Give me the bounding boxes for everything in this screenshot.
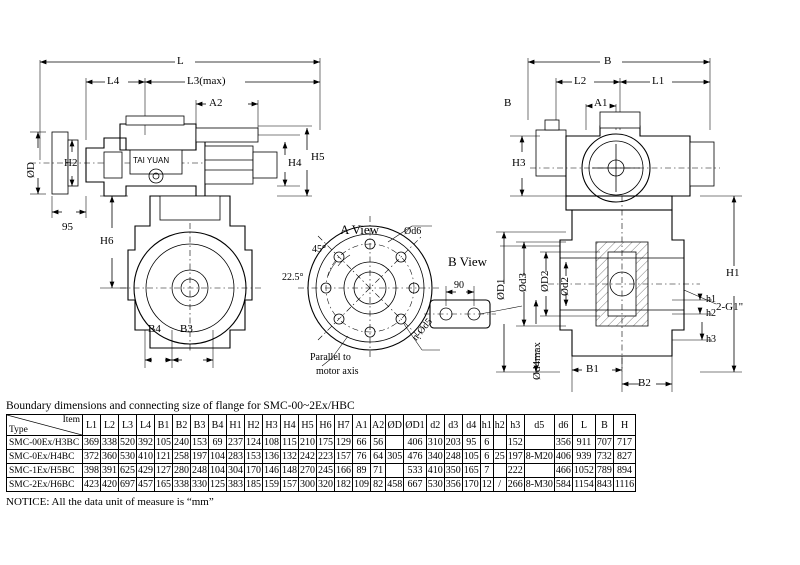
col-phiD1: ØD1 xyxy=(404,415,426,436)
dim-label-phid4max: Ød4max xyxy=(531,342,543,380)
table-row-type: SMC-00Ex/H3BC xyxy=(7,436,83,450)
table-cell: 242 xyxy=(300,451,315,462)
dim-label-H1: H1 xyxy=(726,267,740,279)
table-cell: 109 xyxy=(354,479,369,490)
table-cell: 248 xyxy=(192,465,207,476)
table-cell: 69 xyxy=(209,436,227,450)
table-title: Boundary dimensions and connecting size of flange for SMC-00~2Ex/HBC xyxy=(6,400,355,412)
col-L: L xyxy=(572,415,595,436)
table-cell: 223 xyxy=(318,451,333,462)
table-cell: 197 xyxy=(507,451,523,462)
a-view-bolt-note: n-Ød5 xyxy=(410,316,435,344)
table-corner-type: Type xyxy=(9,425,28,435)
dim-label-phiD: ØD xyxy=(25,162,37,178)
table-cell: 894 xyxy=(613,464,635,478)
table-cell: 584 xyxy=(555,479,571,490)
table-cell: 182 xyxy=(336,479,351,490)
table-cell: 56 xyxy=(371,436,386,450)
table-cell: 157 xyxy=(282,479,297,490)
table-cell xyxy=(493,436,506,450)
table-notice: NOTICE: All the data unit of measure is “mm” xyxy=(6,496,214,508)
table-cell: 625 xyxy=(120,465,135,476)
dim-label-h2: h2 xyxy=(706,308,716,319)
dim-label-L: L xyxy=(177,55,184,67)
table-cell: 392 xyxy=(138,437,153,448)
table-cell: 398 xyxy=(84,465,99,476)
table-cell: 159 xyxy=(264,479,279,490)
table-cell: 350 xyxy=(445,465,461,476)
table-cell: 185 xyxy=(246,479,261,490)
dim-label-h1: h1 xyxy=(706,294,716,305)
table-row xyxy=(7,464,636,478)
svg-text:TAI YUAN: TAI YUAN xyxy=(133,156,170,165)
dim-label-95: 95 xyxy=(62,221,73,233)
table-cell: 827 xyxy=(613,450,635,464)
dim-label-B-left: B xyxy=(504,97,512,109)
table-cell: 175 xyxy=(318,437,333,448)
table-cell: 667 xyxy=(404,478,426,492)
col-d2: d2 xyxy=(426,415,444,436)
table-cell: 369 xyxy=(84,437,99,448)
table-cell: 320 xyxy=(318,479,333,490)
col-A2: A2 xyxy=(371,415,386,436)
table-cell: 410 xyxy=(427,465,443,476)
table-cell: 237 xyxy=(228,437,243,448)
col-H6: H6 xyxy=(317,415,335,436)
table-cell: 466 xyxy=(555,465,571,476)
col-L4: L4 xyxy=(137,415,155,436)
dim-label-phid3: Ød3 xyxy=(517,273,529,292)
table-cell: 153 xyxy=(246,451,261,462)
table-cell: 125 xyxy=(210,479,225,490)
a-view-angle-22-5: 22.5° xyxy=(282,272,304,283)
table-cell: 136 xyxy=(264,451,279,462)
col-L2: L2 xyxy=(101,415,119,436)
table-cell: 304 xyxy=(228,465,243,476)
col-L1: L1 xyxy=(83,415,101,436)
dimension-table-section xyxy=(6,400,796,508)
table-row xyxy=(7,436,636,450)
table-cell xyxy=(524,436,554,450)
table-cell: 383 xyxy=(228,479,243,490)
table-cell: 108 xyxy=(264,437,279,448)
dim-label-L1: L1 xyxy=(652,75,665,87)
col-L3: L3 xyxy=(119,415,137,436)
table-cell: / xyxy=(493,478,506,492)
table-cell: 707 xyxy=(596,437,612,448)
table-cell: 152 xyxy=(507,437,523,448)
table-cell: 66 xyxy=(353,436,371,450)
table-cell: 356 xyxy=(555,437,571,448)
table-corner-item: Item xyxy=(62,415,80,425)
dim-label-L2: L2 xyxy=(574,75,587,87)
col-d6: d6 xyxy=(554,415,572,436)
table-cell: 300 xyxy=(300,479,315,490)
col-H2: H2 xyxy=(245,415,263,436)
table-cell: 410 xyxy=(138,451,153,462)
dim-label-2-G1: 2-G1" xyxy=(716,301,744,313)
table-cell: 104 xyxy=(210,465,225,476)
a-view-note-line1: Parallel to xyxy=(310,352,351,363)
dim-label-L4: L4 xyxy=(107,75,120,87)
table-cell: 372 xyxy=(84,451,99,462)
table-row-type: SMC-0Ex/H4BC xyxy=(7,450,83,464)
col-H1: H1 xyxy=(227,415,245,436)
dim-label-h3: h3 xyxy=(706,334,716,345)
col-d3: d3 xyxy=(444,415,462,436)
dim-label-A2: A2 xyxy=(209,97,223,109)
table-header-row xyxy=(7,415,636,436)
table-cell: 458 xyxy=(387,479,403,490)
table-cell: 153 xyxy=(192,437,207,448)
table-cell: 270 xyxy=(300,465,315,476)
table-cell: 76 xyxy=(353,450,371,464)
table-cell: 520 xyxy=(120,437,135,448)
col-H7: H7 xyxy=(335,415,353,436)
table-cell: 310 xyxy=(427,437,443,448)
col-H5: H5 xyxy=(299,415,317,436)
table-cell: 340 xyxy=(427,451,443,462)
table-cell: 89 xyxy=(353,464,371,478)
table-cell: 533 xyxy=(404,464,426,478)
col-B: B xyxy=(595,415,613,436)
table-cell: 338 xyxy=(174,479,189,490)
table-cell: 166 xyxy=(336,465,351,476)
dim-label-H5: H5 xyxy=(311,151,325,163)
table-cell: 170 xyxy=(246,465,261,476)
dim-label-phid2: Ød2 xyxy=(559,277,571,296)
col-B3: B3 xyxy=(191,415,209,436)
table-cell: 127 xyxy=(156,465,171,476)
table-cell: 203 xyxy=(445,437,461,448)
table-cell xyxy=(493,464,506,478)
table-cell: 12 xyxy=(481,479,492,490)
a-view-hole-d6: Ød6 xyxy=(404,226,422,237)
col-B4: B4 xyxy=(209,415,227,436)
col-h2: h2 xyxy=(493,415,506,436)
table-cell: 8-M30 xyxy=(525,479,553,490)
a-view-note-line2: motor axis xyxy=(316,366,359,377)
table-cell: 258 xyxy=(174,451,189,462)
table-cell: 64 xyxy=(371,450,386,464)
table-cell: 222 xyxy=(507,465,523,476)
table-cell: 210 xyxy=(300,437,315,448)
dim-label-H4: H4 xyxy=(288,157,302,169)
dim-label-H6: H6 xyxy=(100,235,114,247)
dim-label-B2: B2 xyxy=(638,377,651,389)
table-cell: 95 xyxy=(462,436,480,450)
dim-label-H2: H2 xyxy=(64,157,78,169)
table-cell: 105 xyxy=(156,437,171,448)
table-cell: 391 xyxy=(102,465,117,476)
table-row-type: SMC-1Ex/H5BC xyxy=(7,464,83,478)
table-cell: 8-M20 xyxy=(525,451,553,462)
table-cell: 82 xyxy=(371,478,386,492)
col-h1: h1 xyxy=(480,415,493,436)
table-cell: 1052 xyxy=(573,465,594,476)
table-cell: 423 xyxy=(84,479,99,490)
b-view-title: B View xyxy=(448,254,488,269)
table-cell: 148 xyxy=(282,465,297,476)
table-cell: 132 xyxy=(282,451,297,462)
col-A1: A1 xyxy=(353,415,371,436)
table-cell: 406 xyxy=(404,436,426,450)
dim-label-A1: A1 xyxy=(594,97,608,109)
table-cell xyxy=(524,464,554,478)
dim-label-phiD1: ØD1 xyxy=(495,278,507,300)
table-cell: 356 xyxy=(445,479,461,490)
table-cell: 939 xyxy=(572,450,595,464)
table-cell: 429 xyxy=(138,465,153,476)
table-cell xyxy=(386,436,404,450)
table-cell: 697 xyxy=(120,479,135,490)
table-cell: 104 xyxy=(210,451,225,462)
dimension-table xyxy=(6,414,636,492)
dim-label-L3max: L3(max) xyxy=(187,75,226,87)
table-cell: 245 xyxy=(318,465,333,476)
table-cell: 6 xyxy=(480,436,493,450)
table-cell: 105 xyxy=(463,451,479,462)
a-view-angle-45: 45° xyxy=(312,244,326,255)
table-cell: 789 xyxy=(596,465,612,476)
table-cell: 248 xyxy=(445,451,461,462)
table-corner-header xyxy=(7,415,83,436)
table-cell: 165 xyxy=(463,465,479,476)
table-cell: 420 xyxy=(102,479,117,490)
col-B1: B1 xyxy=(155,415,173,436)
table-cell: 911 xyxy=(572,436,595,450)
dim-label-B1: B1 xyxy=(586,363,599,375)
table-cell: 1154 xyxy=(574,479,594,490)
col-B2: B2 xyxy=(173,415,191,436)
col-H: H xyxy=(613,415,635,436)
table-body xyxy=(7,436,636,492)
table-cell: 157 xyxy=(336,451,351,462)
table-cell: 71 xyxy=(371,464,386,478)
col-H3: H3 xyxy=(263,415,281,436)
b-view-dim-90: 90 xyxy=(454,280,464,291)
col-H4: H4 xyxy=(281,415,299,436)
table-cell: 170 xyxy=(463,479,479,490)
a-view-title: A View xyxy=(340,222,380,237)
table-cell: 717 xyxy=(613,436,635,450)
table-cell: 305 xyxy=(387,451,403,462)
table-cell: 121 xyxy=(156,451,171,462)
table-cell: 146 xyxy=(264,465,279,476)
table-cell: 129 xyxy=(336,437,351,448)
table-row-type: SMC-2Ex/H6BC xyxy=(7,478,83,492)
table-cell: 1116 xyxy=(614,479,635,490)
table-cell: 330 xyxy=(192,479,207,490)
table-cell: 530 xyxy=(120,451,135,462)
col-d5: d5 xyxy=(524,415,554,436)
table-cell: 338 xyxy=(102,437,117,448)
table-cell: 360 xyxy=(102,451,117,462)
table-cell: 124 xyxy=(246,437,261,448)
table-cell: 25 xyxy=(494,451,505,462)
col-phiD: ØD xyxy=(386,415,404,436)
table-cell: 530 xyxy=(427,479,443,490)
table-cell: 843 xyxy=(596,479,612,490)
table-cell: 406 xyxy=(555,451,571,462)
table-cell: 240 xyxy=(174,437,189,448)
table-cell: 7 xyxy=(480,464,493,478)
table-cell: 165 xyxy=(156,479,171,490)
dim-label-H3: H3 xyxy=(512,157,526,169)
table-cell: 476 xyxy=(404,450,426,464)
table-cell: 197 xyxy=(192,451,207,462)
table-cell: 283 xyxy=(228,451,243,462)
table-cell: 280 xyxy=(174,465,189,476)
table-cell: 6 xyxy=(480,450,493,464)
table-cell: 266 xyxy=(507,479,523,490)
table-cell: 457 xyxy=(138,479,153,490)
table-cell xyxy=(386,464,404,478)
col-h3: h3 xyxy=(506,415,524,436)
table-cell: 732 xyxy=(596,451,612,462)
table-row xyxy=(7,478,636,492)
table-row xyxy=(7,450,636,464)
table-cell: 115 xyxy=(282,437,297,448)
dim-label-B4: B4 xyxy=(148,323,161,335)
dim-label-phiD2: ØD2 xyxy=(539,270,551,292)
dim-label-B-top: B xyxy=(604,55,612,67)
dim-label-B3: B3 xyxy=(180,323,193,335)
col-d4: d4 xyxy=(462,415,480,436)
